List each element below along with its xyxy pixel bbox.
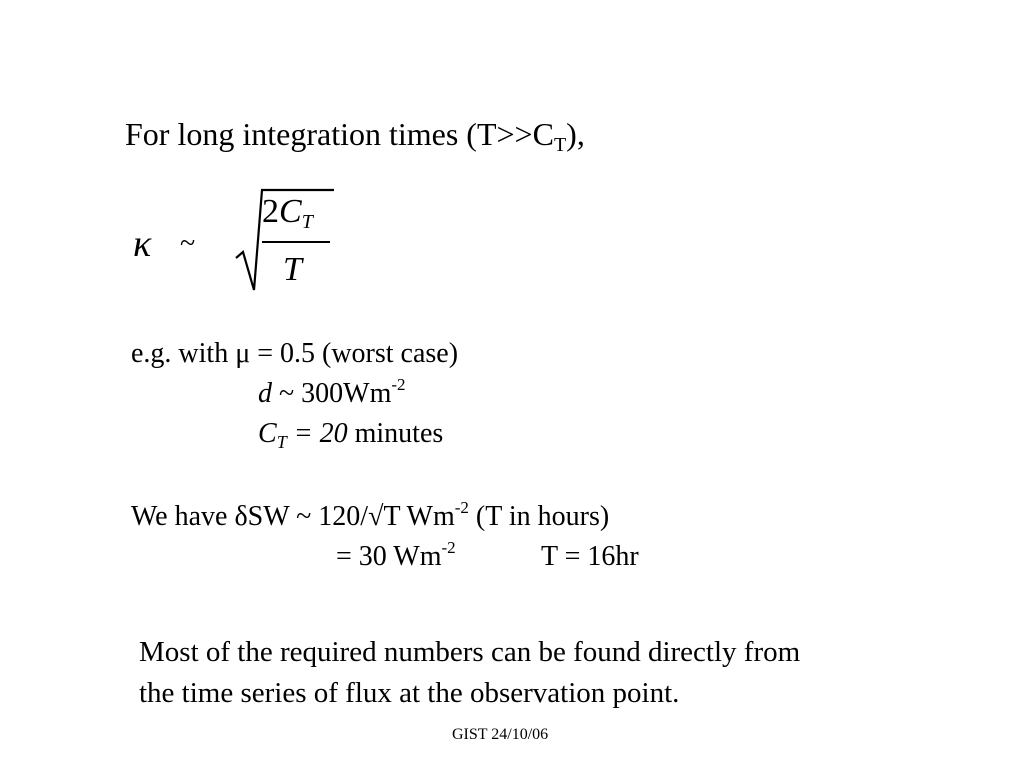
estimate-exponent: -2 [454,498,469,517]
slide-heading [125,116,585,156]
fraction-bar [262,241,330,243]
estimate-time: T = 16hr [541,541,639,572]
d-variable: d [258,378,272,409]
fraction-denominator: T [283,251,302,288]
ct-subscript: T [276,432,287,452]
formula-tilde: ~ [180,228,196,259]
estimate-line [131,498,610,533]
ct-value-line [258,418,443,450]
heading-subscript: T [553,134,567,156]
example-line: e.g. with μ = 0.5 (worst case) [131,338,459,369]
heading-text: For long integration times (T>>C [125,116,554,152]
d-exponent: -2 [391,375,406,394]
ct-value: 20 [319,418,348,449]
numerator-variable: C [279,193,302,230]
note-line: Most of the required numbers can be found directly from [139,636,801,668]
d-value: ~ 300Wm [272,378,392,409]
heading-tail: ), [566,116,585,152]
formula-kappa: κ [133,223,152,265]
estimate-result [336,538,456,573]
estimate-result-exponent: -2 [441,538,456,557]
ct-unit: minutes [347,418,444,449]
estimate-result-text: = 30 Wm [336,541,442,572]
numerator-subscript: T [301,211,313,233]
estimate-text: We have δSW ~ 120/√T Wm [131,501,455,532]
slide-footer: GIST 24/10/06 [452,726,549,743]
ct-variable: C [258,418,277,449]
numerator-coefficient: 2 [262,193,279,230]
note-paragraph [139,632,939,714]
note-line: the time series of flux at the observation point. [139,677,680,709]
d-value-line [258,375,406,410]
estimate-tail: (T in hours) [468,501,610,532]
fraction-numerator [262,193,313,231]
ct-equals: = [286,418,320,449]
